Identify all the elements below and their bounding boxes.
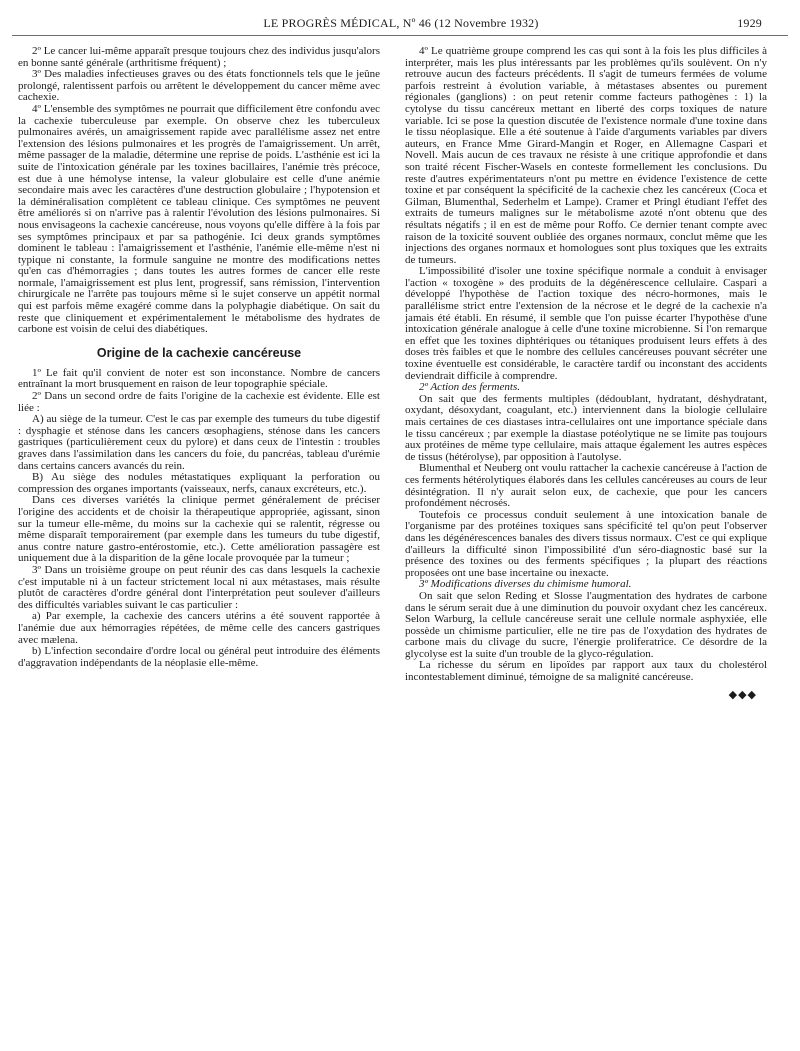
paragraph: B) Au siège des nodules métastatiques expliquant la perforation ou compression des organes importants (vaisseaux, nerfs, canaux excréteurs, etc.). <box>18 471 380 495</box>
paragraph: A) au siège de la tumeur. C'est le cas par exemple des tumeurs du tube digestif : dysphagie et sténose dans les cancers œsophagiens, sténose dans les cancers gastriques (particulièrement ceux du pylore) et dans ceux de l'intestin : troubles graves dans l'assimilation dans les cancers du foie, du pancréas, tableau d'urémie dans certains cancers avancés du rein. <box>18 413 380 472</box>
paragraph: On sait que selon Reding et Slosse l'augmentation des hydrates de carbone dans le sérum serait due à une diminution du pouvoir oxydant chez les cancéreux. Selon Warburg, la cellule cancéreuse serait une cellule normale asphyxiée, elle possède un chimisme particulier, elle ne tire pas de l'oxydation des hydrates de carbone mais du clivage du sucre, l'énergie proliferatrice. Ce désordre de la glycolyse est la suite d'un trouble de la glyco-régulation. <box>405 589 767 660</box>
paragraph: 2º Dans un second ordre de faits l'origine de la cachexie est évidente. Elle est liée : <box>18 390 380 414</box>
paragraph: La richesse du sérum en lipoïdes par rapport aux taux du cholestérol incontestablement diminué, témoigne de sa malignité cancéreuse. <box>405 659 767 684</box>
paragraph: b) L'infection secondaire d'ordre local ou général peut introduire des éléments d'aggravation indépendants de la néoplasie elle-même. <box>18 645 380 669</box>
paragraph: 4º L'ensemble des symptômes ne pourrait que difficilement être confondu avec la cachexie tuberculeuse par exemple. On observe chez les tuberculeux pulmonaires avérés, un amaigrissement rapide avec parallélisme assez net entre l'extension des lésions pulmonaires et les progrès de l'amaigrissement. Un arrêt, même passager de la maladie, détermine une reprise de poids. L'asthénie est ici la suite de l'intoxication générale par les toxines bacillaires, l'anémie très précoce, est due à une hémolyse intense, la valeur globulaire est celle d'une anémie secondaire mais avec les caractères d'une destruction globulaire ; l'hypotension et la déminéralisation complètent ce tableau clinique. Ces symptômes ne peuvent être améliorés si on n'arrive pas à ralentir l'évolution des lésions pulmonaires. Si nous envisageons la cachexie cancéreuse, nous voyons qu'elle diffère à la fois par ses symptômes principaux et par sa pathogénie. Ici deux grands symptômes dominent le tableau : l'amaigrissement et l'asthénie, l'anémie elle-même n'est ni typique ni constante, la formule sanguine ne montre des modifications nettes qu'en cas d'hémorragies ; dans toutes les autres formes de cancer elle reste normale, l'amaigrissement est plus lent, progressif, sans rémission, l'intervention chirurgicale ne l'arrête pas toujours même si le sujet conserve un appétit normal qui est parfois même exagéré comme dans la polyphagie diabétique. On sait du reste que cliniquement et expérimentalement le métabolisme des hydrates de carbone est voisin de celui des diabétiques. <box>18 102 380 336</box>
paragraph: L'impossibilité d'isoler une toxine spécifique normale a conduit à envisager l'action « toxogène » des produits de la dégénérescence cellulaire. Caspari a développé l'hypothèse de l'action toxique des nécro-hormones, mais le parallélisme strict entre l'extension de la nécrose et le degré de la cachexie n'a jamais été établi. En résumé, il semble que l'on puisse écarter l'hypothèse d'une intoxication générale analogue à celle d'une toxine microbienne. Si l'on remarque en effet que les toxines diphtériques ou tétaniques produisent leurs effets à des doses très faibles et que le nombre des cellules cancéreuses pouvant sécréter une toxine éventuelle est considérable, le caractère tardif ou inconstant des accidents deviendrait difficile à comprendre. <box>405 265 767 382</box>
paragraph: 1º Le fait qu'il convient de noter est son inconstance. Nombre de cancers entraînant la mort brusquement en raison de leur topographie spéciale. <box>18 366 380 391</box>
section-title: Origine de la cachexie cancéreuse <box>96 345 302 360</box>
page-number: 1929 <box>737 16 762 30</box>
left-column <box>18 46 380 669</box>
paragraph: Dans ces diverses variétés la clinique permet généralement de préciser l'origine des accidents et de choisir la thérapeutique appropriée, agissant, sinon sur la tumeur elle-même, du moins sur la cachexie qui se ralentit, régresse ou même disparaît temporairement (par exemple dans les tumeurs du tube digestif, anus contre nature gastro-entérostomie, etc.). Cette amélioration passagère est uniquement due à la disparition de la gêne locale provoquée par la tumeur ; <box>18 494 380 565</box>
subheading: 3º Modifications diverses du chimisme humoral. <box>419 578 632 591</box>
header-rule <box>12 35 788 36</box>
paragraph: a) Par exemple, la cachexie des cancers utérins a été souvent rapportée à l'anémie due aux hémorragies répétées, de même celle des cancers gastriques avec mælena. <box>18 610 380 646</box>
right-column <box>405 46 767 701</box>
end-ornament: ◆◆◆ <box>728 688 757 701</box>
paragraph: 3º Dans un troisième groupe on peut réunir des cas dans lesquels la cachexie c'est imputable ni à un facteur strictement local ni aux métastases, mais résulte plutôt de caractères d'ordre général dont l'interprétation peut soulever d'ailleurs des difficultés variables suivant le cas particulier : <box>18 563 380 611</box>
paragraph: 3º Des maladies infectieuses graves ou des états fonctionnels tels que le jeûne prolongé, ralentissent parfois ou arrêtent le développement du cancer même avec cachexie. <box>18 68 380 104</box>
paragraph: Toutefois ce processus conduit seulement à une intoxication banale de l'organisme par des protéines toxiques sans spécificité tel qu'on peut l'observer dans les dégénérescences banales des divers tissus normaux. C'est ce qui explique d'ailleurs la difficulté sinon l'impossibilité d'un séro-diagnostic basé sur la présence des toxines ou des ferments spécifiques ; la plupart des réactions proposées ont une base incertaine ou inexacte. <box>405 508 767 579</box>
paragraph: 2º Le cancer lui-même apparaît presque toujours chez des individus jusqu'alors en bonne santé générale (arthritisme fréquent) ; <box>18 45 380 69</box>
paragraph: 4º Le quatrième groupe comprend les cas qui sont à la fois les plus difficiles à interpréter, mais les plus intéressants par les problèmes qu'ils soulèvent. On n'y retrouve aucun des facteurs précédents. Il s'agit de tumeurs fermées de volume parfois restreint à évolution variable, à métastases absentes ou purement régionales (ganglions) : on peut retenir comme facteurs pathogènes : 1) la cytolyse du tissu cancéreux mettant en liberté des corps toxiques de nature variable. Ici se pose la question discutée de l'existence normale d'une toxine dans le tissu néoplasique. Elle a été soutenue à l'aide d'arguments variables par divers auteurs, en France Mme Girard-Mangin et Roger, en Allemagne Caspari et Novell. Mais aucun de ces travaux ne résiste à une critique approfondie et dans son traité récent Fischer-Wasels en conteste formellement les conclusions. Du reste d'autres expérimentateurs n'ont pu mettre en évidence l'existence de cette toxine et par conséquent la spécificité de la cachexie chez les cancéreux (Coca et Gilman, Blumenthal, Sederhelm et Lampe). Cramer et Pringl étudiant l'effet des extraits de tumeurs malignes sur le métabolisme azoté n'ont obtenu que des résultats négatifs ; il en est de même pour Roffo. Ce dernier tenant compte avec raison de la toxicité souvent oubliée des organes normaux, conclut même que les injections des organes normaux et homologues sont plus toxiques que les extraits de tumeurs. <box>405 45 767 266</box>
subheading: 2º Action des ferments. <box>419 381 520 394</box>
paragraph: Blumenthal et Neuberg ont voulu rattacher la cachexie cancéreuse à l'action de ces ferments hétérolytiques élaborés dans les cellules cancéreuses au cours de leur désintégration. Il n'y aurait selon eux, de cachexie, que pour les cancers profondément nécrosés. <box>405 462 767 510</box>
paragraph: On sait que des ferments multiples (dédoublant, hydratant, déshydratant, oxydant, désoxydant, coagulant, etc.) interviennent dans la biologie cellulaire mais certaines de ces diastases intra-cellulaires ont une importance spéciale dans le tissu cancéreux ; par exemple la diastase potéolytique ne se limite pas toujours aux protéines de même type cellulaire, mais attaque également les autres espèces de tissus (hétérolyse), par opposition à l'autolyse. <box>405 392 767 463</box>
journal-title: LE PROGRÈS MÉDICAL, Nº 46 (12 Novembre 1932) <box>263 16 539 30</box>
